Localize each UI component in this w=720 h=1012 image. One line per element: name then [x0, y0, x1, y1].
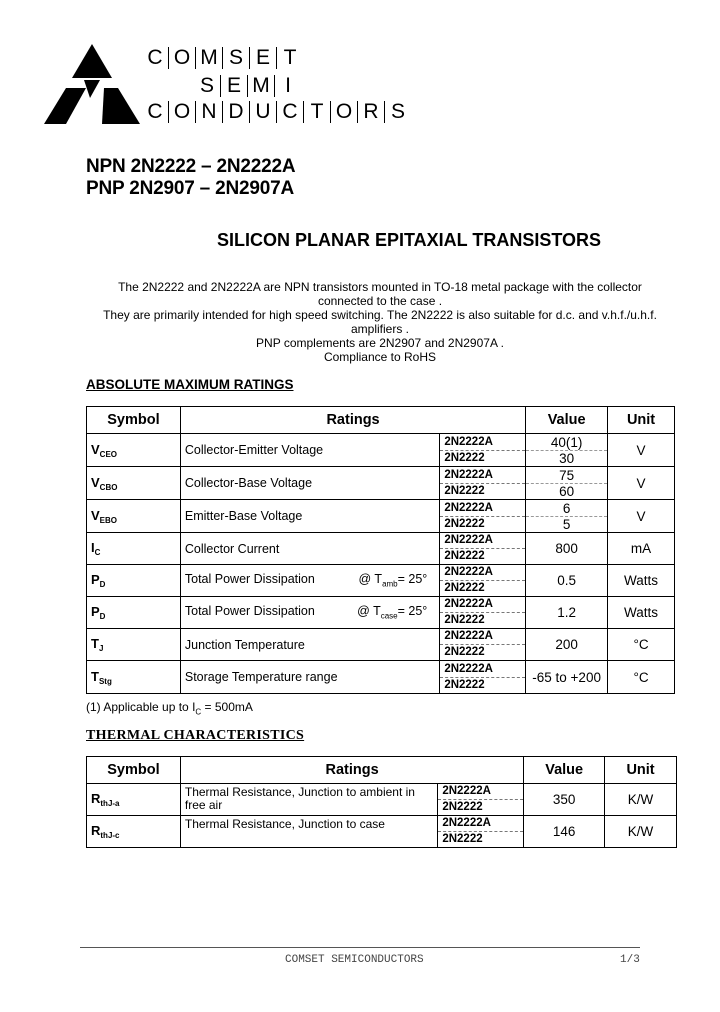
version-cell [440, 467, 526, 500]
symbol-subscript: EBO [99, 515, 118, 525]
comset-logo-icon [44, 44, 140, 124]
value-cell [526, 565, 608, 597]
rating-text: Storage Temperature range [184, 670, 338, 684]
rating-text: Total Power Dissipation [184, 572, 315, 587]
unit-cell: V [608, 434, 675, 467]
rating-cell [180, 565, 439, 597]
symbol-subscript: J [98, 644, 104, 653]
table-row [87, 533, 675, 565]
abs-max-table [86, 406, 675, 694]
document-title: SILICON PLANAR EPITAXIAL TRANSISTORS [216, 230, 602, 250]
symbol-letter: R [91, 823, 101, 838]
footnote-text: (1) Applicable up to I [86, 700, 196, 714]
version-cell [440, 597, 526, 629]
version-cell [440, 434, 526, 467]
table-row [87, 816, 677, 848]
value-cell [526, 661, 608, 694]
rating-cell [180, 533, 439, 565]
symbol-cell [87, 533, 181, 565]
header-value: Value [526, 407, 608, 434]
footer-page-number: 1/3 [620, 954, 640, 966]
logo-letter: T [304, 101, 331, 123]
header-symbol: Symbol [87, 407, 181, 434]
condition-subscript: case [380, 611, 398, 621]
version-b: 2N2222 [444, 550, 485, 562]
symbol-cell [87, 434, 181, 467]
symbol-subscript: CBO [99, 482, 118, 492]
table-row [87, 629, 675, 661]
condition-text: @ T [358, 572, 383, 587]
unit-cell: K/W [605, 816, 677, 848]
version-b: 2N2222 [444, 582, 485, 594]
version-a: 2N2222A [440, 629, 525, 645]
unit-cell: V [608, 467, 675, 500]
table-row [87, 434, 675, 467]
abs-max-section-title: ABSOLUTE MAXIMUM RATINGS [86, 377, 294, 392]
symbol-letter: P [91, 604, 100, 619]
value-cell [526, 467, 608, 500]
footnote-sub: C [195, 707, 202, 717]
version-b: 2N2222 [444, 484, 485, 497]
description-line: Compliance to RoHS [323, 350, 437, 364]
version-b: 2N2222 [444, 517, 485, 530]
rating-text: Collector-Base Voltage [184, 476, 313, 490]
logo-letter: E [250, 47, 277, 69]
symbol-letter: R [91, 791, 101, 806]
value-b: 5 [562, 516, 571, 532]
logo-letter: N [196, 101, 223, 123]
symbol-subscript: D [99, 580, 106, 589]
rating-text: Junction Temperature [184, 637, 305, 652]
value-cell [526, 434, 608, 467]
description [40, 280, 720, 364]
header-ratings: Ratings [180, 757, 523, 784]
unit-cell: Watts [608, 565, 675, 597]
logo-letter: D [223, 101, 250, 123]
value: 0.5 [557, 573, 577, 588]
symbol-subscript: C [94, 548, 101, 557]
version-a: 2N2222A [438, 816, 523, 832]
table-row [87, 784, 677, 816]
symbol-letter: V [91, 507, 100, 523]
unit-cell: °C [608, 661, 675, 694]
version-a: 2N2222A [440, 565, 525, 581]
symbol-subscript: CEO [99, 449, 118, 459]
condition-text: = 25° [397, 572, 428, 587]
version-b: 2N2222 [442, 801, 483, 813]
table-header-row [87, 757, 677, 784]
value-cell: 146 [524, 816, 605, 848]
logo-row-semi [194, 74, 301, 100]
footer-divider [80, 947, 640, 948]
logo-letter: U [250, 101, 277, 123]
condition-text: @ T [357, 604, 381, 619]
symbol-cell [87, 784, 181, 816]
version-b: 2N2222 [444, 678, 485, 691]
value-a: 6 [526, 501, 607, 517]
version-cell [440, 500, 526, 533]
symbol-subscript: Stg [98, 676, 112, 686]
version-b: 2N2222 [444, 451, 485, 464]
condition-text: = 25° [397, 604, 428, 619]
table-row [87, 597, 675, 629]
value-cell [526, 597, 608, 629]
value: 1.2 [557, 605, 577, 620]
condition [358, 572, 427, 589]
version-a: 2N2222A [440, 468, 525, 484]
symbol-cell [87, 816, 181, 848]
symbol-cell [87, 661, 181, 694]
rating-text: Collector-Emitter Voltage [184, 443, 324, 457]
symbol-cell [87, 629, 181, 661]
symbol-letter: T [91, 636, 99, 651]
value: 800 [555, 541, 578, 556]
symbol-subscript: D [99, 612, 106, 621]
version-a: 2N2222A [440, 501, 525, 517]
version-a: 2N2222A [440, 435, 525, 451]
logo-letter: E [221, 75, 248, 97]
header-ratings: Ratings [180, 407, 525, 434]
description-line: The 2N2222 and 2N2222A are NPN transistors mounted in TO-18 metal package with the collector [118, 280, 642, 294]
version-a: 2N2222A [440, 597, 525, 613]
thermal-table [86, 756, 677, 848]
unit-cell: V [608, 500, 675, 533]
header-unit: Unit [608, 407, 675, 434]
logo-letter: O [331, 101, 358, 123]
rating-cell [180, 629, 439, 661]
value-cell [526, 533, 608, 565]
footer-company: COMSET SEMICONDUCTORS [285, 954, 424, 966]
table-header-row [87, 407, 675, 434]
description-line: PNP complements are 2N2907 and 2N2907A . [256, 336, 504, 350]
table-row [87, 565, 675, 597]
logo-letter: S [390, 100, 405, 123]
footnote-text: = 500mA [201, 700, 253, 714]
npn-part-title: NPN 2N2222 – 2N2222A [86, 156, 296, 177]
version-cell [438, 816, 524, 848]
version-cell [440, 629, 526, 661]
value: -65 to +200 [532, 669, 601, 685]
value-b: 30 [559, 450, 575, 466]
version-cell [440, 533, 526, 565]
header-symbol: Symbol [87, 757, 181, 784]
symbol-cell [87, 597, 181, 629]
rating-cell [180, 661, 439, 694]
symbol-subscript: thJ-c [100, 831, 120, 840]
condition [357, 604, 427, 621]
logo-letter: O [169, 47, 196, 69]
version-cell [438, 784, 524, 816]
value-a: 40(1) [526, 435, 607, 451]
symbol-letter: V [91, 474, 100, 490]
symbol-letter: V [91, 441, 100, 457]
symbol-cell [87, 467, 181, 500]
description-line: amplifiers . [350, 322, 409, 336]
logo-letter: M [248, 75, 275, 97]
logo-letter: S [194, 75, 221, 97]
table-row [87, 500, 675, 533]
version-cell [440, 661, 526, 694]
rating-cell [180, 434, 439, 467]
symbol-letter: I [91, 540, 95, 555]
logo-letter: C [142, 101, 169, 123]
value-cell [526, 500, 608, 533]
unit-cell: °C [608, 629, 675, 661]
condition-subscript: amb [382, 579, 398, 589]
symbol-cell [87, 500, 181, 533]
version-b: 2N2222 [442, 833, 483, 845]
header-value: Value [524, 757, 605, 784]
rating-cell: Thermal Resistance, Junction to case [180, 816, 437, 848]
unit-cell: mA [608, 533, 675, 565]
version-a: 2N2222A [440, 662, 525, 678]
logo-letter: C [277, 101, 304, 123]
logo-letter: R [358, 101, 385, 123]
unit-cell: K/W [605, 784, 677, 816]
logo-row-comset [142, 46, 303, 72]
logo-row-conductors [142, 100, 411, 126]
rating-cell [180, 500, 439, 533]
description-line: connected to the case . [317, 294, 443, 308]
logo-letter: M [196, 47, 223, 69]
version-b: 2N2222 [444, 614, 485, 626]
table-row [87, 661, 675, 694]
logo-letter: S [223, 47, 250, 69]
value-b: 60 [559, 483, 575, 499]
rating-cell [180, 467, 439, 500]
thermal-section-title: THERMAL CHARACTERISTICS [86, 728, 305, 743]
symbol-letter: T [91, 668, 99, 684]
logo-letter: T [283, 46, 297, 69]
value-cell [526, 629, 608, 661]
logo-letter: O [169, 101, 196, 123]
rating-cell [180, 597, 439, 629]
symbol-letter: P [91, 572, 100, 587]
description-line: They are primarily intended for high speed switching. The 2N2222 is also suitable for d.c. and v.h.f./u.h.f. [103, 308, 657, 322]
rating-cell: Thermal Resistance, Junction to ambient in free air [180, 784, 437, 816]
symbol-subscript: thJ-a [100, 799, 120, 808]
rating-text: Emitter-Base Voltage [184, 509, 303, 523]
pnp-part-title: PNP 2N2907 – 2N2907A [86, 178, 294, 199]
version-a: 2N2222A [440, 533, 525, 549]
rating-text: Total Power Dissipation [184, 604, 315, 619]
table-row [87, 467, 675, 500]
symbol-cell [87, 565, 181, 597]
logo-letter: I [285, 74, 291, 97]
version-a: 2N2222A [438, 784, 523, 800]
value-a: 75 [526, 468, 607, 484]
header-unit: Unit [605, 757, 677, 784]
value: 200 [555, 637, 578, 652]
version-b: 2N2222 [444, 646, 485, 658]
logo-letter: C [142, 47, 169, 69]
value-cell: 350 [524, 784, 605, 816]
footnote [86, 700, 253, 716]
rating-text: Collector Current [184, 541, 280, 556]
unit-cell: Watts [608, 597, 675, 629]
version-cell [440, 565, 526, 597]
